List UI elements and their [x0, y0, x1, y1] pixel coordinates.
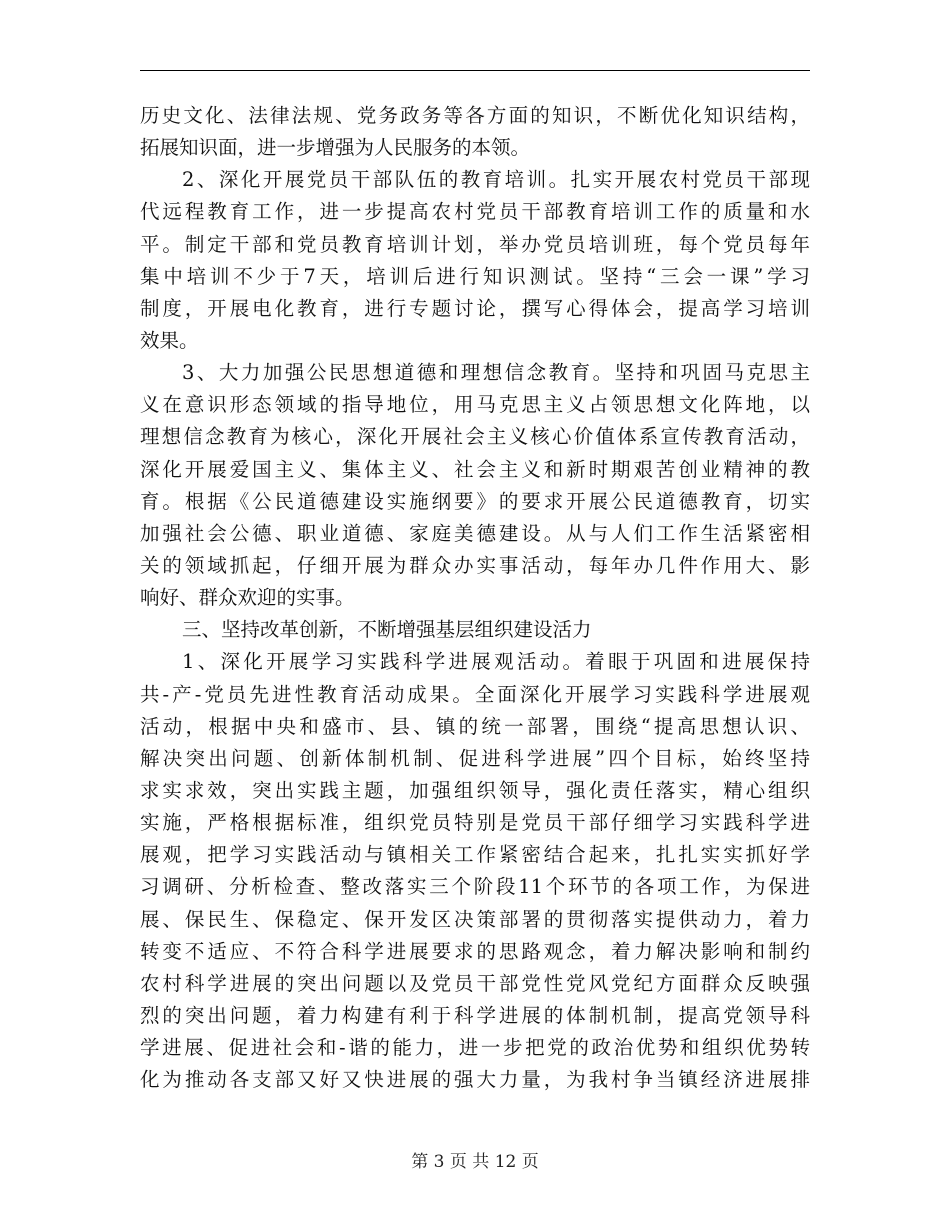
text-line: 育。根据《公民道德建设实施纲要》的要求开展公民道德教育，切实	[140, 489, 810, 513]
text-line: 展、保民生、保稳定、保开发区决策部署的贯彻落实提供动力，着力	[140, 907, 810, 931]
text-line: 学进展、促进社会和-谐的能力，进一步把党的政治优势和组织优势转	[140, 1036, 810, 1060]
text-line: 加强社会公德、职业道德、家庭美德建设。从与人们工作生活紧密相	[140, 521, 810, 545]
text-line: 3、大力加强公民思想道德和理想信念教育。坚持和巩固马克思主	[182, 361, 810, 385]
header-rule	[140, 70, 810, 71]
text-line: 农村科学进展的突出问题以及党员干部党性党风党纪方面群众反映强	[140, 971, 810, 995]
text-line: 拓展知识面，进一步增强为人民服务的本领。	[140, 136, 531, 160]
text-line: 烈的突出问题，着力构建有利于科学进展的体制机制，提高党领导科	[140, 1003, 810, 1027]
text-line: 化为推动各支部又好又快进展的强大力量，为我村争当镇经济进展排	[140, 1068, 810, 1092]
text-line: 转变不适应、不符合科学进展要求的思路观念，着力解决影响和制约	[140, 939, 810, 963]
text-line: 三、坚持改革创新，不断增强基层组织建设活力	[182, 618, 592, 642]
text-line: 历史文化、法律法规、党务政务等各方面的知识，不断优化知识结构，	[140, 104, 810, 127]
text-line: 实施，严格根据标准，组织党员特别是党员干部仔细学习实践科学进	[140, 811, 810, 835]
text-line: 代远程教育工作，进一步提高农村党员干部教育培训工作的质量和水	[140, 200, 810, 224]
text-line: 共-产-党员先进性教育活动成果。全面深化开展学习实践科学进展观	[140, 682, 810, 706]
text-line: 关的领域抓起，仔细开展为群众办实事活动，每年办几件作用大、影	[140, 553, 810, 577]
text-line: 效果。	[140, 328, 199, 352]
text-line: 集中培训不少于7天，培训后进行知识测试。坚持“三会一课”学习	[140, 264, 810, 288]
page-number: 第 3 页 共 12 页	[411, 1152, 539, 1172]
text-line: 义在意识形态领域的指导地位，用马克思主义占领思想文化阵地，以	[140, 393, 810, 417]
text-line: 活动，根据中央和盛市、县、镇的统一部署，围绕“提高思想认识、	[140, 714, 810, 738]
text-line: 平。制定干部和党员教育培训计划，举办党员培训班，每个党员每年	[140, 232, 810, 256]
text-line: 展观，把学习实践活动与镇相关工作紧密结合起来，扎扎实实抓好学	[140, 843, 810, 867]
text-line: 求实求效，突出实践主题，加强组织领导，强化责任落实，精心组织	[140, 778, 810, 802]
text-line: 2、深化开展党员干部队伍的教育培训。扎实开展农村党员干部现	[182, 168, 810, 192]
text-line: 制度，开展电化教育，进行专题讨论，撰写心得体会，提高学习培训	[140, 296, 810, 320]
text-line: 习调研、分析检查、整改落实三个阶段11个环节的各项工作，为保进	[140, 875, 810, 899]
text-line: 解决突出问题、创新体制机制、促进科学进展”四个目标，始终坚持	[140, 746, 810, 770]
text-line: 理想信念教育为核心，深化开展社会主义核心价值体系宣传教育活动，	[140, 425, 810, 449]
document-body	[140, 100, 810, 1096]
text-line: 响好、群众欢迎的实事。	[140, 586, 355, 610]
text-line: 深化开展爱国主义、集体主义、社会主义和新时期艰苦创业精神的教	[140, 457, 810, 481]
text-line: 1、深化开展学习实践科学进展观活动。着眼于巩固和进展保持	[182, 650, 810, 674]
